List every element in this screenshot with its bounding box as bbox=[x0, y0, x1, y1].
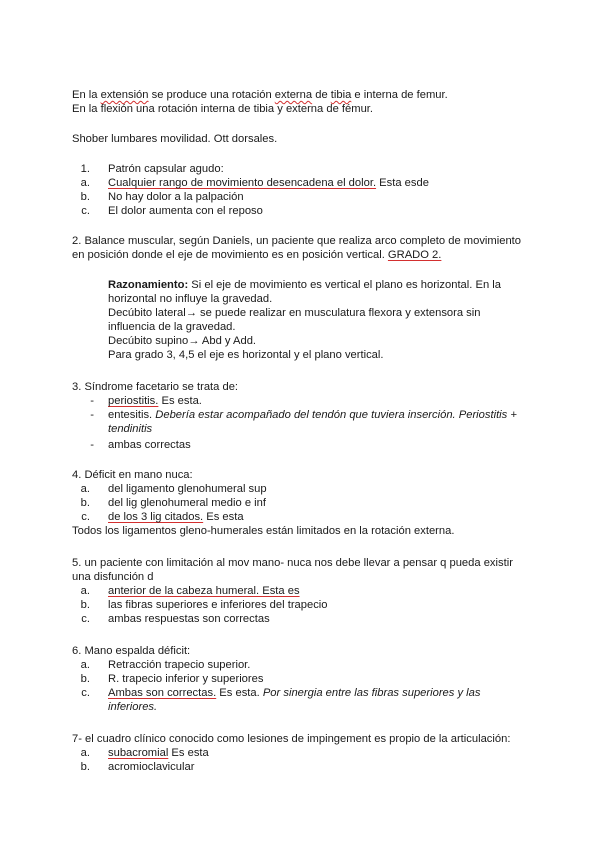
q3-title: 3. Síndrome facetario se trata de: bbox=[72, 381, 239, 393]
document-page: En la extensión se produce una rotación externa de tibia e interna de femur. En la flexión una rotación interna de tibia y externa de fémur. Shober lumbares movilidad. Ott dorsales. 1. Patrón capsular agudo: a. Cualquier rango de movimiento desencadena el dolor. Esta esde b. No hay dolor a la palpación c. El dolor aumenta con el reposo 2. Balance muscular, según Daniels, un paciente que realiza arco completo de movimiento en posición donde el eje de movimiento es en posición vertical. GRADO 2. Razonamiento: Si el eje de movimiento es vertical el plano es horizontal. En la horizontal no influye la gravedad. Decúbito lateral→ se puede realizar en musculatura flexora y extensora sin influencia de la gravedad. Decúbito supino→ Abd y Add. Para grado 3, 4,5 el eje es horizontal y el plano vertical. 3. Síndrome facetario se trata de: - periostitis. Es esta. - entesitis. Debería estar acompañado del tendón que tuviera inserción. Periostitis + tendinitis - ambas correctas 4. Déficit en mano nuca: a. del ligamento glenohumeral sup b. del lig glenohumeral medio e inf c. de los 3 lig citados. Es esta Todos los ligamentos gleno-humerales están limitados en la rotación externa. 5. un paciente con limitación al mov mano- nuca nos debe llevar a pensar q pueda existir una disfunción d a. anterior de la cabeza humeral. Esta es b. las fibras superiores e inferiores del trapecio c. ambas respuestas son correctas 6. Mano espalda déficit: a. Retracción trapecio superior. b. R. trapecio inferior y superiores c. Ambas son correctas. Es esta. Por sinergia entre las fibras superiores y las inferiores. 7- el cuadro clínico conocido como lesiones de impingement es propio de la articulación: a. subacromial Es esta b. acromioclavicular bbox=[72, 89, 521, 773]
q2-reasoning-line-1: Razonamiento: Si el eje de movimiento es vertical el plano es horizontal. En la bbox=[108, 279, 501, 291]
q6-title: 6. Mano espalda déficit: bbox=[72, 645, 191, 657]
q2-reasoning-line-2: horizontal no influye la gravedad. bbox=[108, 293, 273, 305]
intro-line-1: En la extensión se produce una rotación externa de tibia e interna de femur. bbox=[72, 89, 448, 101]
q4-note: Todos los ligamentos gleno-humerales están limitados en la rotación externa. bbox=[72, 525, 455, 537]
q6-option-c-continued: inferiores. bbox=[108, 701, 158, 713]
q4-title: 4. Déficit en mano nuca: bbox=[72, 469, 193, 481]
q2-reasoning-line-6: Para grado 3, 4,5 el eje es horizontal y el plano vertical. bbox=[108, 349, 384, 361]
intro-line-3: Shober lumbares movilidad. Ott dorsales. bbox=[72, 133, 278, 145]
q2-reasoning-line-5: Decúbito supino→ Abd y Add. bbox=[108, 335, 257, 347]
q5-line-2: una disfunción d bbox=[72, 571, 154, 583]
intro-line-2: En la flexión una rotación interna de tibia y externa de fémur. bbox=[72, 103, 374, 115]
q2-reasoning-line-4: influencia de la gravedad. bbox=[108, 321, 236, 333]
q7-title: 7- el cuadro clínico conocido como lesiones de impingement es propio de la articulación: bbox=[72, 733, 511, 745]
q2-line-1: 2. Balance muscular, según Daniels, un paciente que realiza arco completo de movimiento bbox=[72, 235, 521, 247]
q2-reasoning-line-3: Decúbito lateral→ se puede realizar en musculatura flexora y extensora sin bbox=[108, 307, 481, 319]
q2-line-2: en posición donde el eje de movimiento es en posición vertical. GRADO 2. bbox=[72, 249, 442, 261]
q5-line-1: 5. un paciente con limitación al mov mano- nuca nos debe llevar a pensar q pueda existir bbox=[72, 557, 513, 569]
q3-item-2-continued: tendinitis bbox=[108, 423, 153, 435]
